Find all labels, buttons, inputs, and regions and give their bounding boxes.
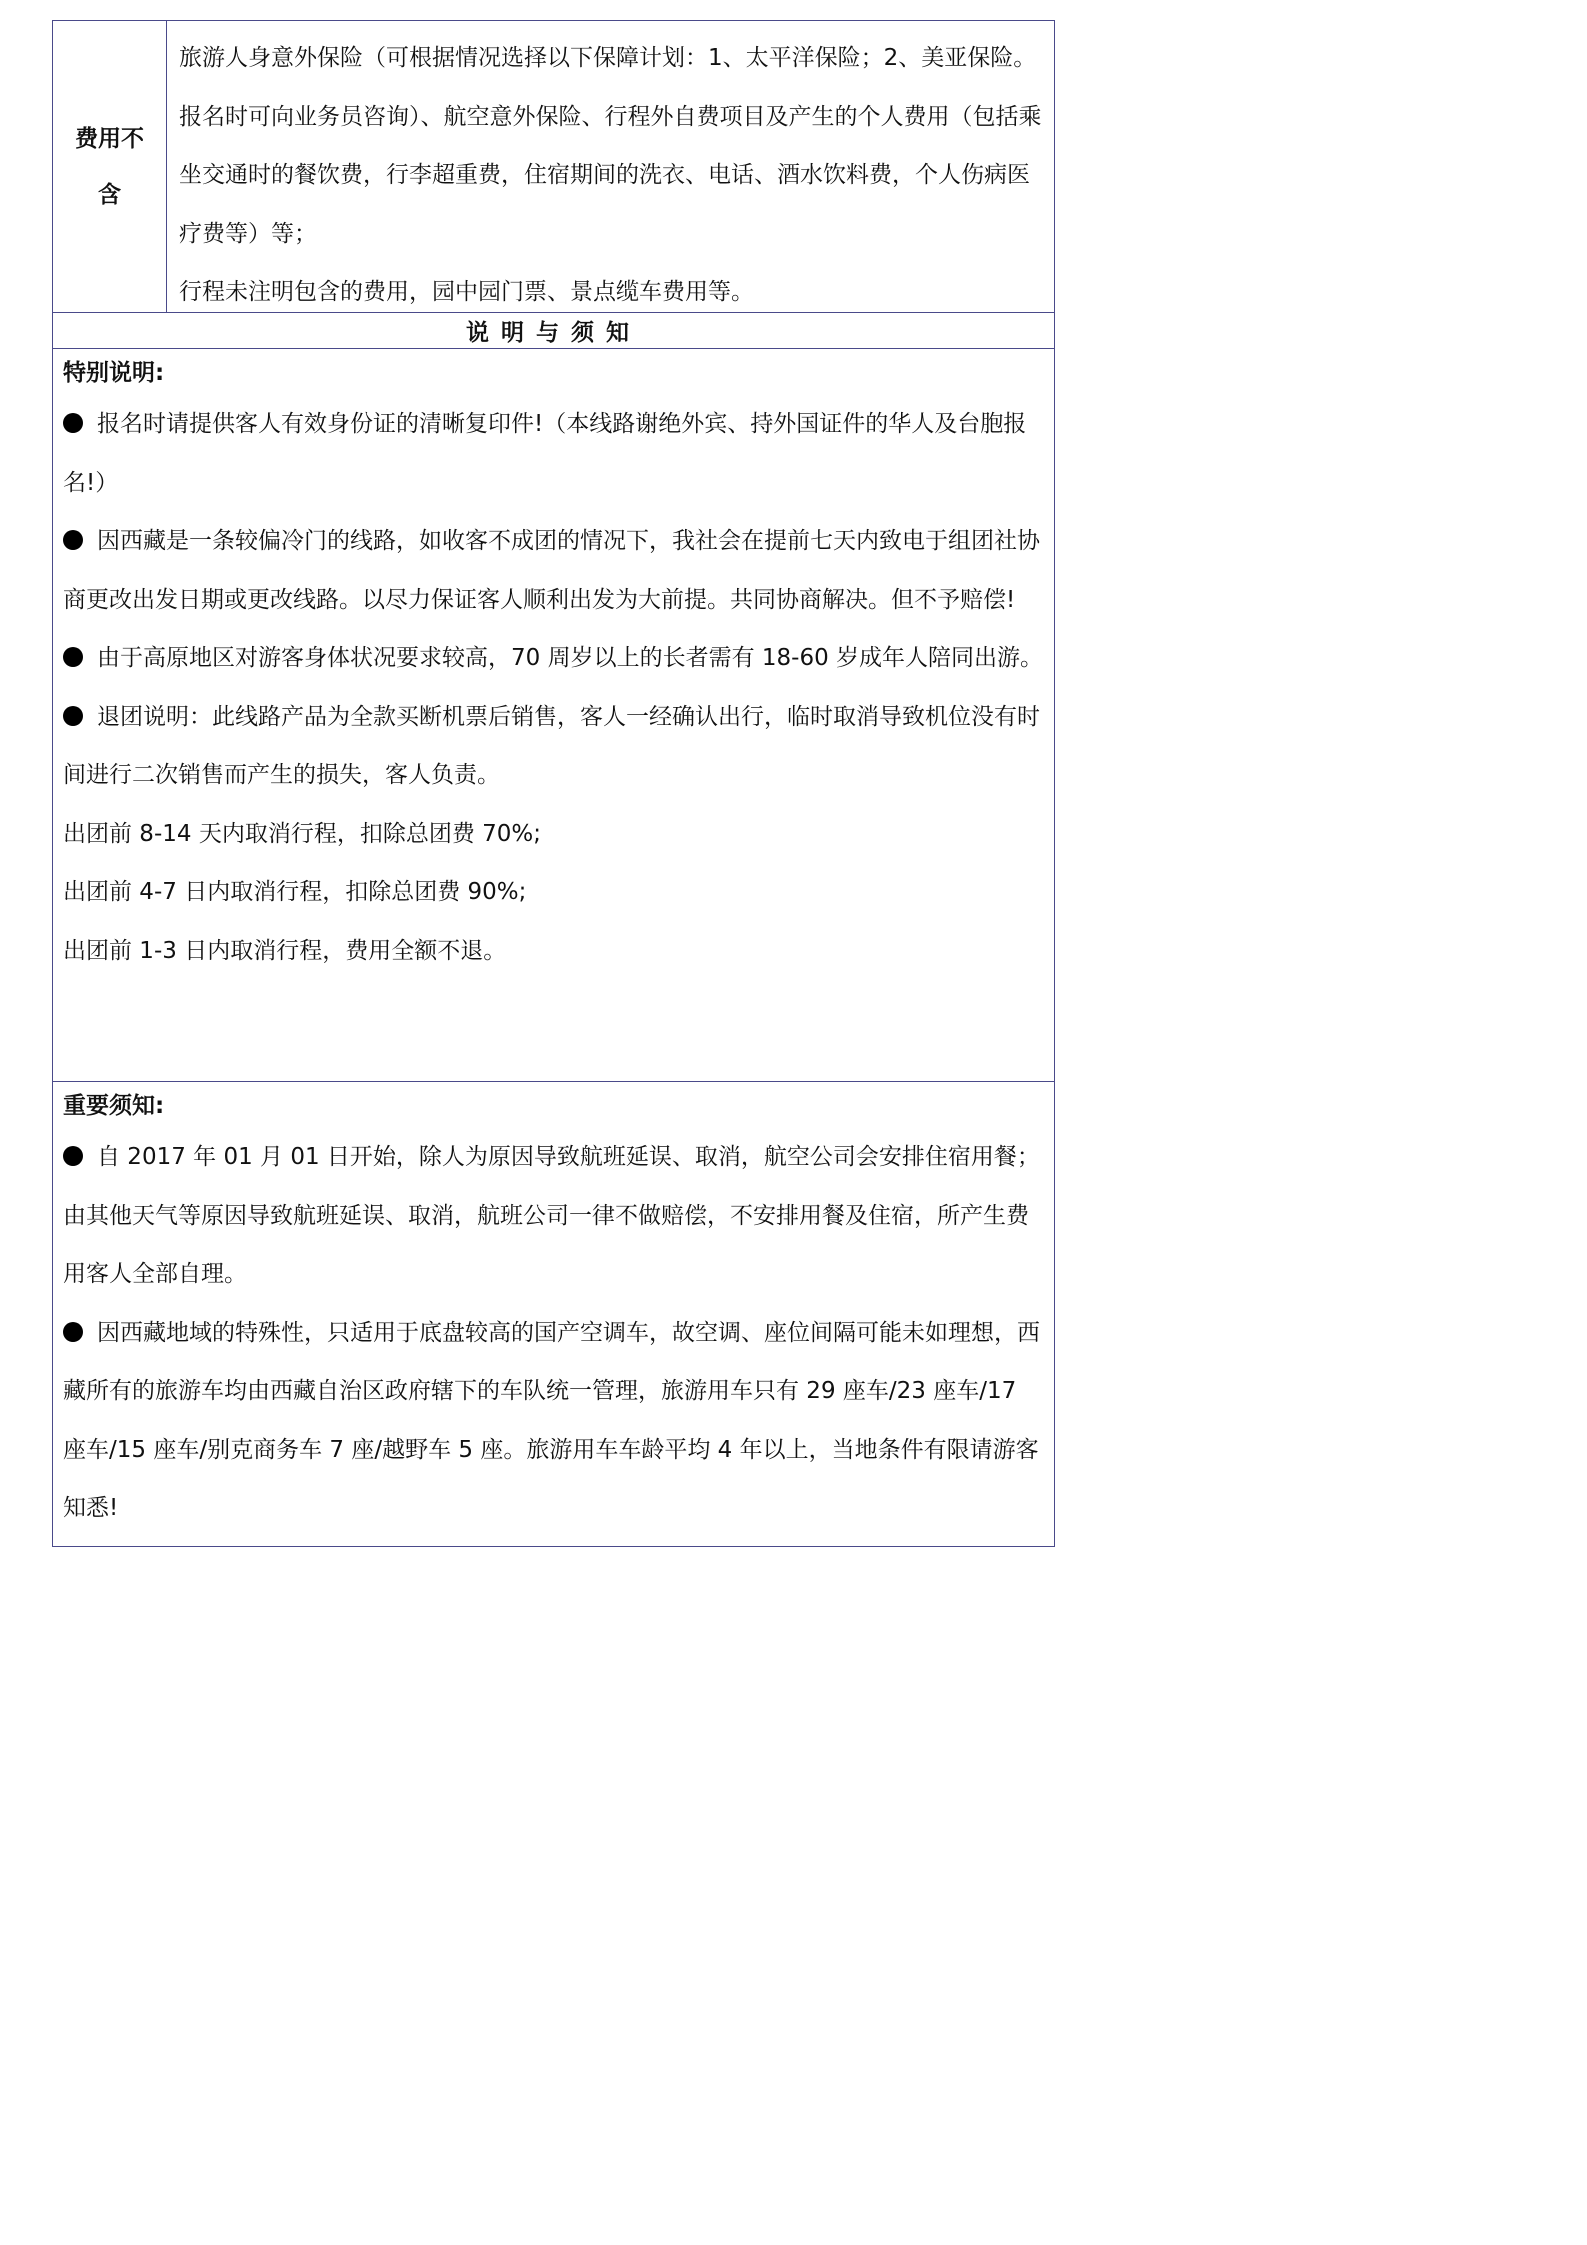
fees-excluded-label: 费用不含 <box>75 125 144 208</box>
list-item-text: 由于高原地区对游客身体状况要求较高，70 周岁以上的长者需有 18-60 岁成年人陪同出游。 <box>97 645 1044 671</box>
list-item-text: 因西藏是一条较偏冷门的线路，如收客不成团的情况下，我社会在提前七天内致电于组团社协商更改出发日期或更改线路。以尽力保证客人顺利出发为大前提。共同协商解决。但不予赔偿! <box>63 528 1040 613</box>
fees-excluded-paragraph: 旅游人身意外保险（可根据情况选择以下保障计划：1、太平洋保险；2、美亚保险。报名时可向业务员咨询）、航空意外保险、行程外自费项目及产生的个人费用（包括乘坐交通时的餐饮费，行李超重费，住宿期间的洗衣、电话、酒水饮料费，个人伤病医疗费等）等； <box>179 45 1042 247</box>
fees-excluded-paragraph: 行程未注明包含的费用，园中园门票、景点缆车费用等。 <box>179 279 754 305</box>
list-item <box>63 1304 1046 1538</box>
important-notes-heading: 重要须知: <box>63 1093 165 1119</box>
cancellation-line: 出团前 8-14 天内取消行程，扣除总团费 70%; <box>63 820 542 847</box>
list-item <box>63 512 1046 629</box>
list-item-text: 因西藏地域的特殊性，只适用于底盘较高的国产空调车，故空调、座位间隔可能未如理想，西藏所有的旅游车均由西藏自治区政府辖下的车队统一管理，旅游用车只有 29 座车/23 座车/17 座车/15 座车/别克商务车 7 座/越野车 5 座。旅游用车车龄平均 4 年以上，当地条件有限请游客知悉! <box>63 1319 1040 1521</box>
bullet-icon <box>63 1322 83 1342</box>
fees-excluded-content <box>179 29 1045 322</box>
bullet-icon <box>63 413 83 433</box>
cancellation-line: 出团前 1-3 日内取消行程，费用全额不退。 <box>63 937 507 964</box>
list-item-text: 自 2017 年 01 月 01 日开始，除人为原因导致航班延误、取消，航空公司会安排住宿用餐；由其他天气等原因导致航班延误、取消，航班公司一律不做赔偿，不安排用餐及住宿，所产生费用客人全部自理。 <box>63 1144 1040 1287</box>
list-item <box>63 688 1046 805</box>
special-notes-section <box>53 349 1054 1082</box>
notice-title: 说明与须知 <box>466 320 641 346</box>
bullet-icon <box>63 706 83 726</box>
important-notes-section <box>53 1082 1054 1548</box>
bullet-icon <box>63 530 83 550</box>
list-item-text: 退团说明：此线路产品为全款买断机票后销售，客人一经确认出行，临时取消导致机位没有时间进行二次销售而产生的损失，客人负责。 <box>63 703 1040 788</box>
notice-document <box>52 20 1055 1547</box>
fees-excluded-row <box>53 21 1054 313</box>
bullet-icon <box>63 1146 83 1166</box>
notice-title-row <box>53 313 1054 349</box>
list-item-text: 报名时请提供客人有效身份证的清晰复印件!（本线路谢绝外宾、持外国证件的华人及台胞报名!） <box>63 411 1027 496</box>
special-notes-heading: 特别说明: <box>63 360 165 386</box>
list-item <box>63 395 1046 512</box>
cancellation-line: 出团前 4-7 日内取消行程，扣除总团费 90%; <box>63 879 527 905</box>
list-item <box>63 1128 1046 1304</box>
list-item <box>63 629 1046 688</box>
fees-excluded-label-cell <box>53 21 167 312</box>
bullet-icon <box>63 647 83 667</box>
